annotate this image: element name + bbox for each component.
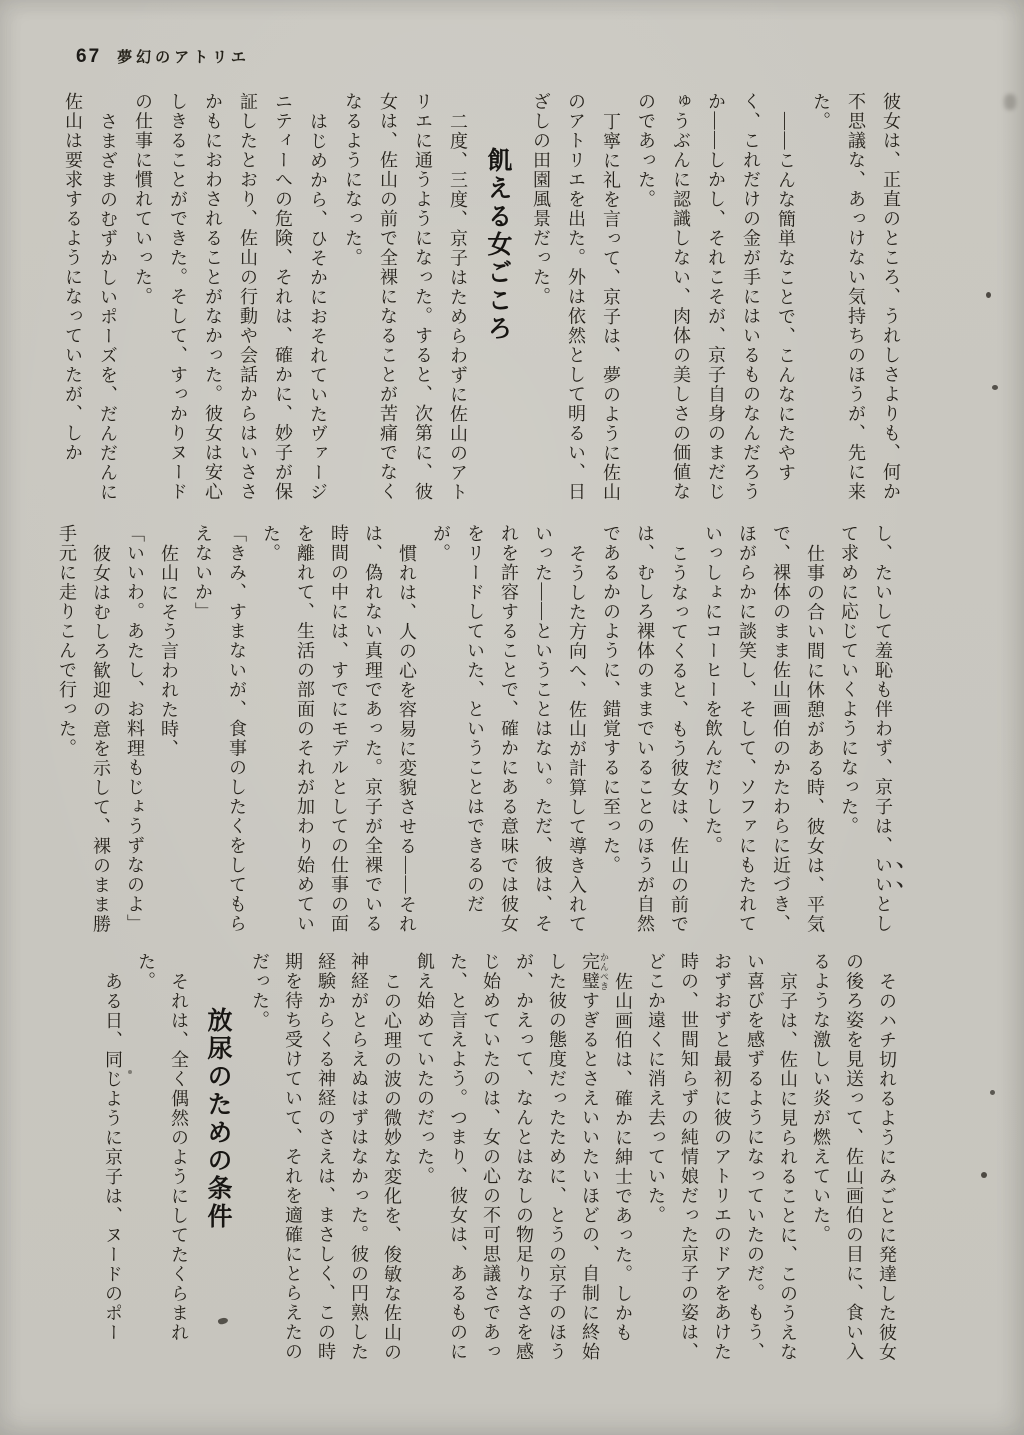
ink-speck: [990, 1090, 995, 1095]
paragraph: さまざまのむずかしいポーズを、だんだんに佐山は要求するようになっていたが、しか: [63, 92, 118, 502]
paragraph: そうした方向へ、佐山が計算して導き入れていった――ということはない。ただ、彼は、それを許容することで、確かにある意味では彼女をリードしていた、ということはできるのだが。: [431, 524, 587, 934]
paragraph: こうなってくると、もう彼女は、佐山の前では、むしろ裸体のままでいることのほうが自然であるかのように、錯覚するに至った。: [601, 524, 689, 934]
paragraph: 慣れは、人の心を容易に変貌させる――それは、偽れない真理であった。京子が全裸でいる時間の中には、すでにモデルとしての仕事の面を離れて、生活の部面のそれが加わり始めていた。: [261, 524, 417, 934]
paragraph: 彼女はむしろ歓迎の意を示して、裸のまま勝手元に走りこんで行った。: [57, 524, 111, 934]
section-heading: 放尿のための条件: [204, 1007, 232, 1231]
paragraph: 仕事の合い間に休憩がある時、彼女は、平気で、裸体のまま佐山画伯のかたわらに近づき、ほがらかに談笑し、そして、ソファにもたれていっしょにコーヒーを飲んだりした。: [703, 524, 825, 934]
ink-speck: [992, 385, 998, 390]
text-band-bottom: [100, 952, 903, 1378]
ink-speck: [128, 1070, 132, 1074]
paragraph: それは、全く偶然のようにしてたくらまれた。: [136, 952, 189, 1343]
paragraph: この心理の波の微妙な変化を、俊敏な佐山の神経がとらえぬはずはなかった。彼の円熟した経験からくる神経のさえは、まさしく、この時期を待ち受けていて、それを適確にとらえたのだった。: [250, 952, 402, 1362]
page-header: [76, 46, 250, 68]
paragraph: はじめから、ひそかにおそれていたヴァージニティーへの危険、それは、確かに、妙子が保証したとおり、佐山の行動や会話からはいささかもにおわされることがなかった。彼女は安心しきることができた。そして、すっかりヌードの仕事に慣れていった。: [133, 92, 328, 502]
paragraph: 二度、三度、京子はためらわずに佐山のアトリエに通うようになった。すると、次第に、彼女は、佐山の前で全裸になることが苦痛でなくなるようになった。: [343, 92, 468, 502]
paragraph: 佐山画伯は、確かに紳士であった。しかも完璧 かんぺきすぎるとさえいいたいほどの、自制に終始した彼の態度だったために、とうの京子のほうが、かえって、なんとはなしの物足りなさを感じ始めていたのは、女の心の不可思議さであった、と言えよう。つまり、彼女は、あるものに飢え始めていたのだった。: [415, 952, 633, 1362]
paragraph: 彼女は、正直のところ、うれしさよりも、何か不思議な、あっけない気持ちのほうが、先に来た。: [811, 92, 901, 502]
paragraph: そのハチ切れるようにみごとに発達した彼女の後ろ姿を見送って、佐山画伯の目に、食い入るような激しい炎が燃えていた。: [811, 952, 897, 1362]
paragraph: 「いいわ。あたし、お料理もじょうずなのよ」: [125, 524, 145, 934]
paragraph: 佐山にそう言われた時、: [159, 544, 179, 759]
paragraph: し、たいして羞恥も伴わず、京子は、いいとして求めに応じていくようになった。: [839, 524, 893, 934]
paragraph: 「きみ、すまないが、食事のしたくをしてもらえないか」: [193, 524, 247, 934]
paragraph: ある日、同じように京子は、ヌードのポー: [103, 972, 123, 1343]
section-heading: 飢える女ごころ: [484, 147, 512, 343]
page-header-title: 夢幻のアトリエ: [117, 49, 250, 66]
paragraph: 丁寧に礼を言って、京子は、夢のように佐山のアトリエを出た。外は依然として明るい、日ざしの田園風景だった。: [531, 92, 621, 502]
text-band-middle: [57, 524, 906, 938]
ink-speck: [981, 1172, 987, 1178]
paragraph: ――こんな簡単なことで、こんなにたやすく、これだけの金が手にはいるものなんだろうか――しかし、それこそが、京子自身のまだじゅうぶんに認識しない、肉体の美しさの価値なのであった。: [636, 92, 796, 502]
page-number: 67: [76, 46, 102, 67]
ink-speck: [986, 292, 991, 298]
paragraph: 京子は、佐山に見られることに、このうえない喜びを感ずるようになっていたのだ。もう、おずおずと最初に彼のアトリエのドアをあけた時の、世間知らずの純情娘だった京子の姿は、どこか遠くに消え去っていた。: [646, 952, 798, 1362]
text-band-top: [63, 92, 908, 512]
scan-smudge: [1004, 94, 1016, 110]
